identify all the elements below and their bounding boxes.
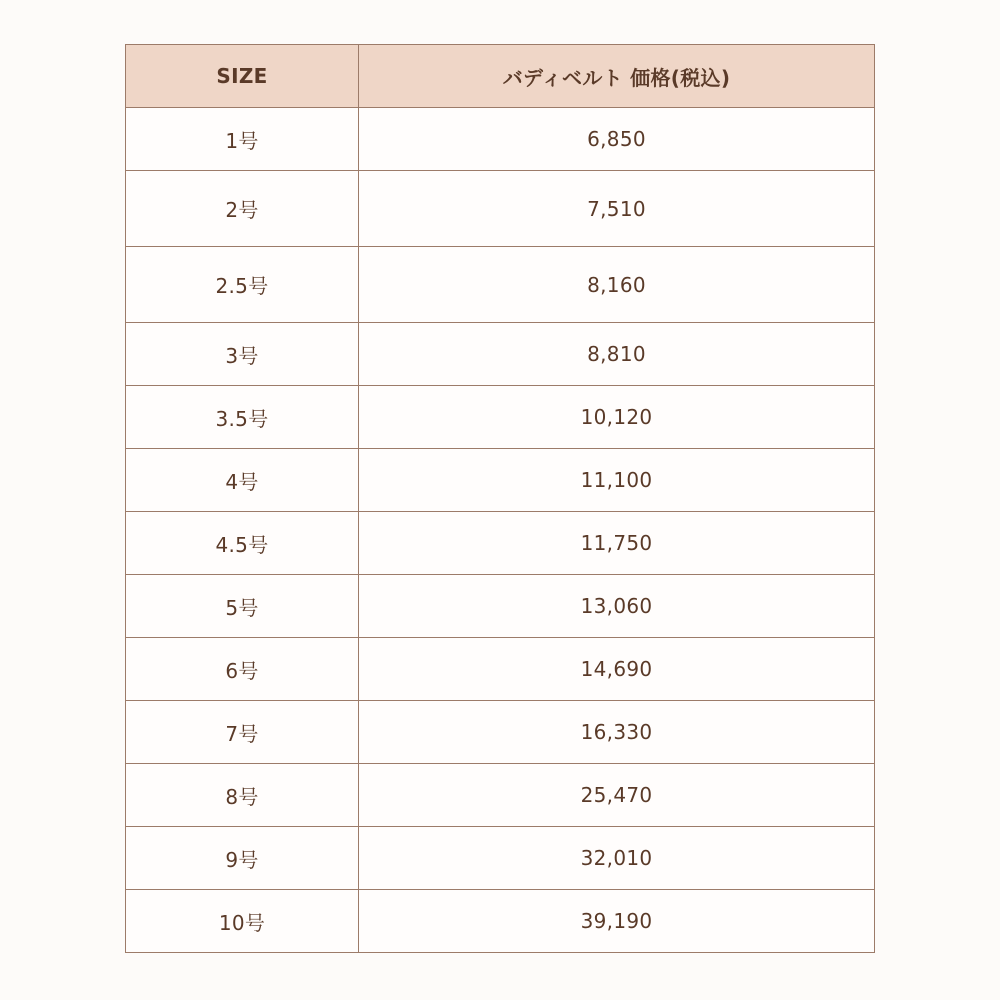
table-row xyxy=(126,247,875,323)
price-cell: 13,060 xyxy=(359,575,875,638)
table-row xyxy=(126,638,875,701)
size-cell: 6号 xyxy=(126,638,359,701)
table-row xyxy=(126,827,875,890)
table-row xyxy=(126,764,875,827)
table-row xyxy=(126,512,875,575)
size-cell: 9号 xyxy=(126,827,359,890)
size-cell: 4.5号 xyxy=(126,512,359,575)
price-cell: 6,850 xyxy=(359,108,875,171)
table-header xyxy=(126,45,875,108)
header-row xyxy=(126,45,875,108)
price-cell: 32,010 xyxy=(359,827,875,890)
price-cell: 16,330 xyxy=(359,701,875,764)
table-row xyxy=(126,386,875,449)
size-cell: 5号 xyxy=(126,575,359,638)
table-row xyxy=(126,890,875,953)
size-price-table xyxy=(125,44,875,953)
size-cell: 2.5号 xyxy=(126,247,359,323)
size-column-header: SIZE xyxy=(126,45,359,108)
size-cell: 10号 xyxy=(126,890,359,953)
table-row xyxy=(126,171,875,247)
price-cell: 14,690 xyxy=(359,638,875,701)
price-cell: 39,190 xyxy=(359,890,875,953)
table-row xyxy=(126,575,875,638)
table-row xyxy=(126,701,875,764)
size-cell: 2号 xyxy=(126,171,359,247)
price-cell: 7,510 xyxy=(359,171,875,247)
size-cell: 7号 xyxy=(126,701,359,764)
table-row xyxy=(126,108,875,171)
table-row xyxy=(126,449,875,512)
price-cell: 8,810 xyxy=(359,323,875,386)
price-cell: 25,470 xyxy=(359,764,875,827)
size-cell: 4号 xyxy=(126,449,359,512)
price-cell: 11,100 xyxy=(359,449,875,512)
table-body xyxy=(126,108,875,953)
price-cell: 10,120 xyxy=(359,386,875,449)
size-cell: 3号 xyxy=(126,323,359,386)
price-cell: 8,160 xyxy=(359,247,875,323)
size-cell: 1号 xyxy=(126,108,359,171)
price-cell: 11,750 xyxy=(359,512,875,575)
size-cell: 3.5号 xyxy=(126,386,359,449)
size-cell: 8号 xyxy=(126,764,359,827)
price-column-header: バディベルト 価格(税込) xyxy=(359,45,875,108)
table-row xyxy=(126,323,875,386)
